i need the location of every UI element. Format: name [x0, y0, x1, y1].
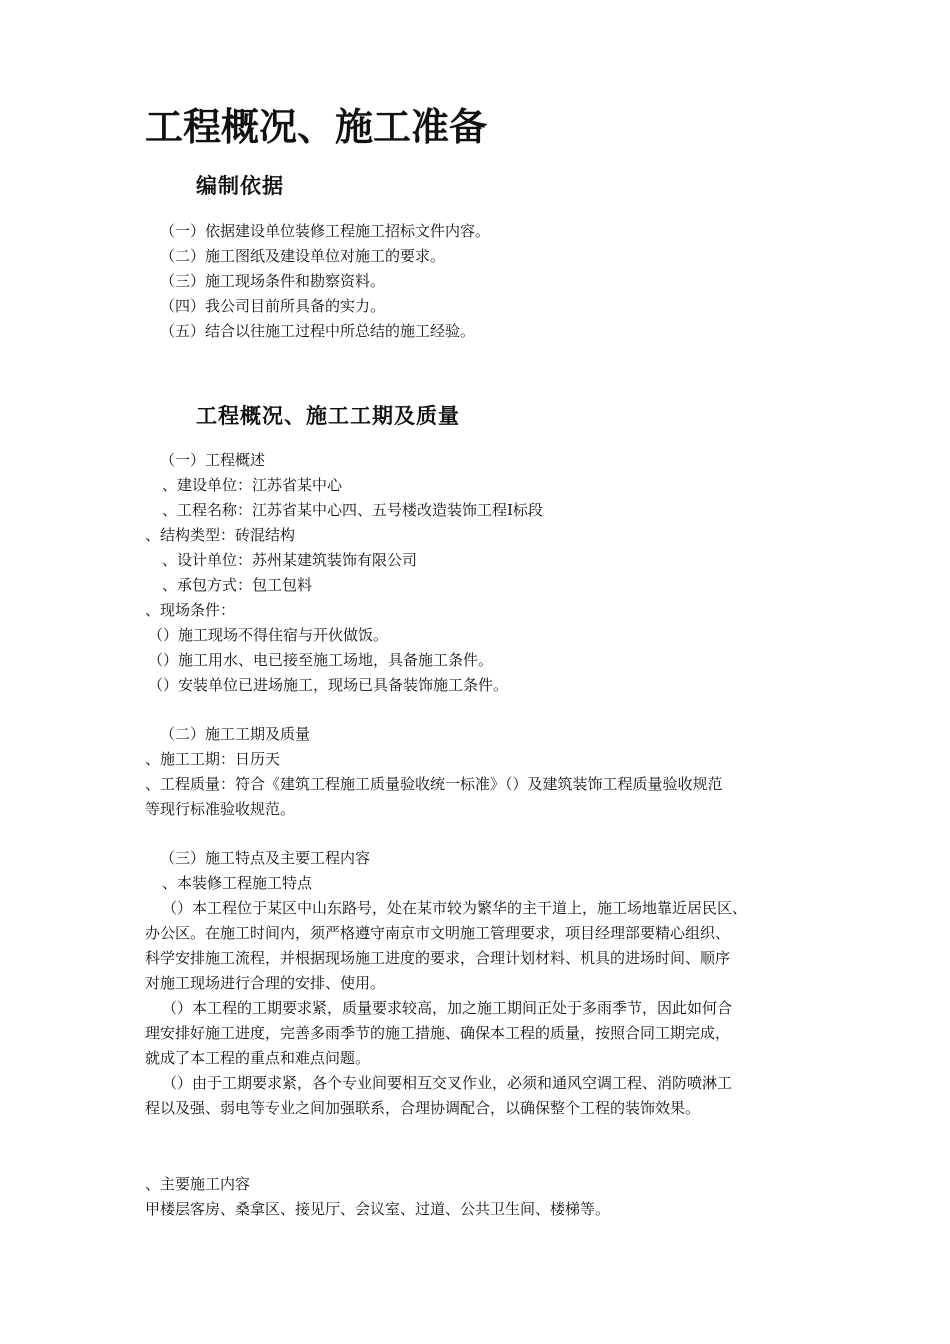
overview-line: 、建设单位：江苏省某中心 [162, 476, 343, 494]
feature-paragraph-line: 科学安排施工流程，并根据现场施工进度的要求，合理计划材料、机具的进场时间、顺序 [145, 949, 731, 967]
section-heading-basis: 编制依据 [196, 173, 284, 198]
feature-paragraph-line: 办公区。在施工时间内，须严格遵守南京市文明施工管理要求，项目经理部要精心组织、 [145, 924, 731, 942]
main-content-heading: 、主要施工内容 [145, 1175, 251, 1193]
feature-paragraph-line: 就成了本工程的重点和难点问题。 [145, 1049, 371, 1067]
feature-paragraph-line: （）本工程位于某区中山东路号，处在某市较为繁华的主干道上，施工场地靠近居民区、 [162, 899, 748, 917]
basis-item: （一）依据建设单位装修工程施工招标文件内容。 [160, 222, 491, 240]
subsection-label-period: （二）施工工期及质量 [160, 725, 311, 743]
basis-item: （四）我公司目前所具备的实力。 [160, 297, 386, 315]
subsection-label-overview: （一）工程概述 [160, 451, 266, 469]
overview-line: 、工程名称：江苏省某中心四、五号楼改造装饰工程Ⅰ标段 [162, 501, 543, 519]
period-line: 、工程质量：符合《建筑工程施工质量验收统一标准》（）及建筑装饰工程质量验收规范 [145, 775, 723, 793]
period-line: 等现行标准验收规范。 [145, 800, 296, 818]
feature-paragraph-line: （）由于工期要求紧，各个专业间要相互交叉作业，必须和通风空调工程、消防喷淋工 [162, 1074, 733, 1092]
feature-paragraph-line: 程以及强、弱电等专业之间加强联系，合理协调配合，以确保整个工程的装饰效果。 [145, 1099, 701, 1117]
main-content-text: 甲楼层客房、桑拿区、接见厅、会议室、过道、公共卫生间、楼梯等。 [145, 1200, 611, 1218]
site-condition-item: （）施工用水、电已接至施工场地，具备施工条件。 [148, 651, 494, 669]
overview-line: 、现场条件： [145, 601, 236, 619]
section-heading-overview: 工程概况、施工工期及质量 [196, 403, 460, 428]
basis-item: （五）结合以往施工过程中所总结的施工经验。 [160, 322, 476, 340]
basis-item: （三）施工现场条件和勘察资料。 [160, 272, 386, 290]
features-subheading: 、本装修工程施工特点 [162, 874, 313, 892]
document-title: 工程概况、施工准备 [145, 104, 488, 149]
site-condition-item: （）安装单位已进场施工，现场已具备装饰施工条件。 [148, 676, 509, 694]
overview-line: 、设计单位：苏州某建筑装饰有限公司 [162, 551, 418, 569]
overview-line: 、结构类型：砖混结构 [145, 526, 296, 544]
feature-paragraph-line: 对施工现场进行合理的安排、使用。 [145, 974, 386, 992]
feature-paragraph-line: 理安排好施工进度，完善多雨季节的施工措施、确保本工程的质量，按照合同工期完成， [145, 1024, 731, 1042]
feature-paragraph-line: （）本工程的工期要求紧，质量要求较高，加之施工期间正处于多雨季节，因此如何合 [162, 999, 733, 1017]
subsection-label-features: （三）施工特点及主要工程内容 [160, 849, 371, 867]
overview-line: 、承包方式：包工包料 [162, 576, 313, 594]
period-line: 、施工工期：日历天 [145, 750, 281, 768]
site-condition-item: （）施工现场不得住宿与开伙做饭。 [148, 626, 389, 644]
basis-item: （二）施工图纸及建设单位对施工的要求。 [160, 247, 446, 265]
